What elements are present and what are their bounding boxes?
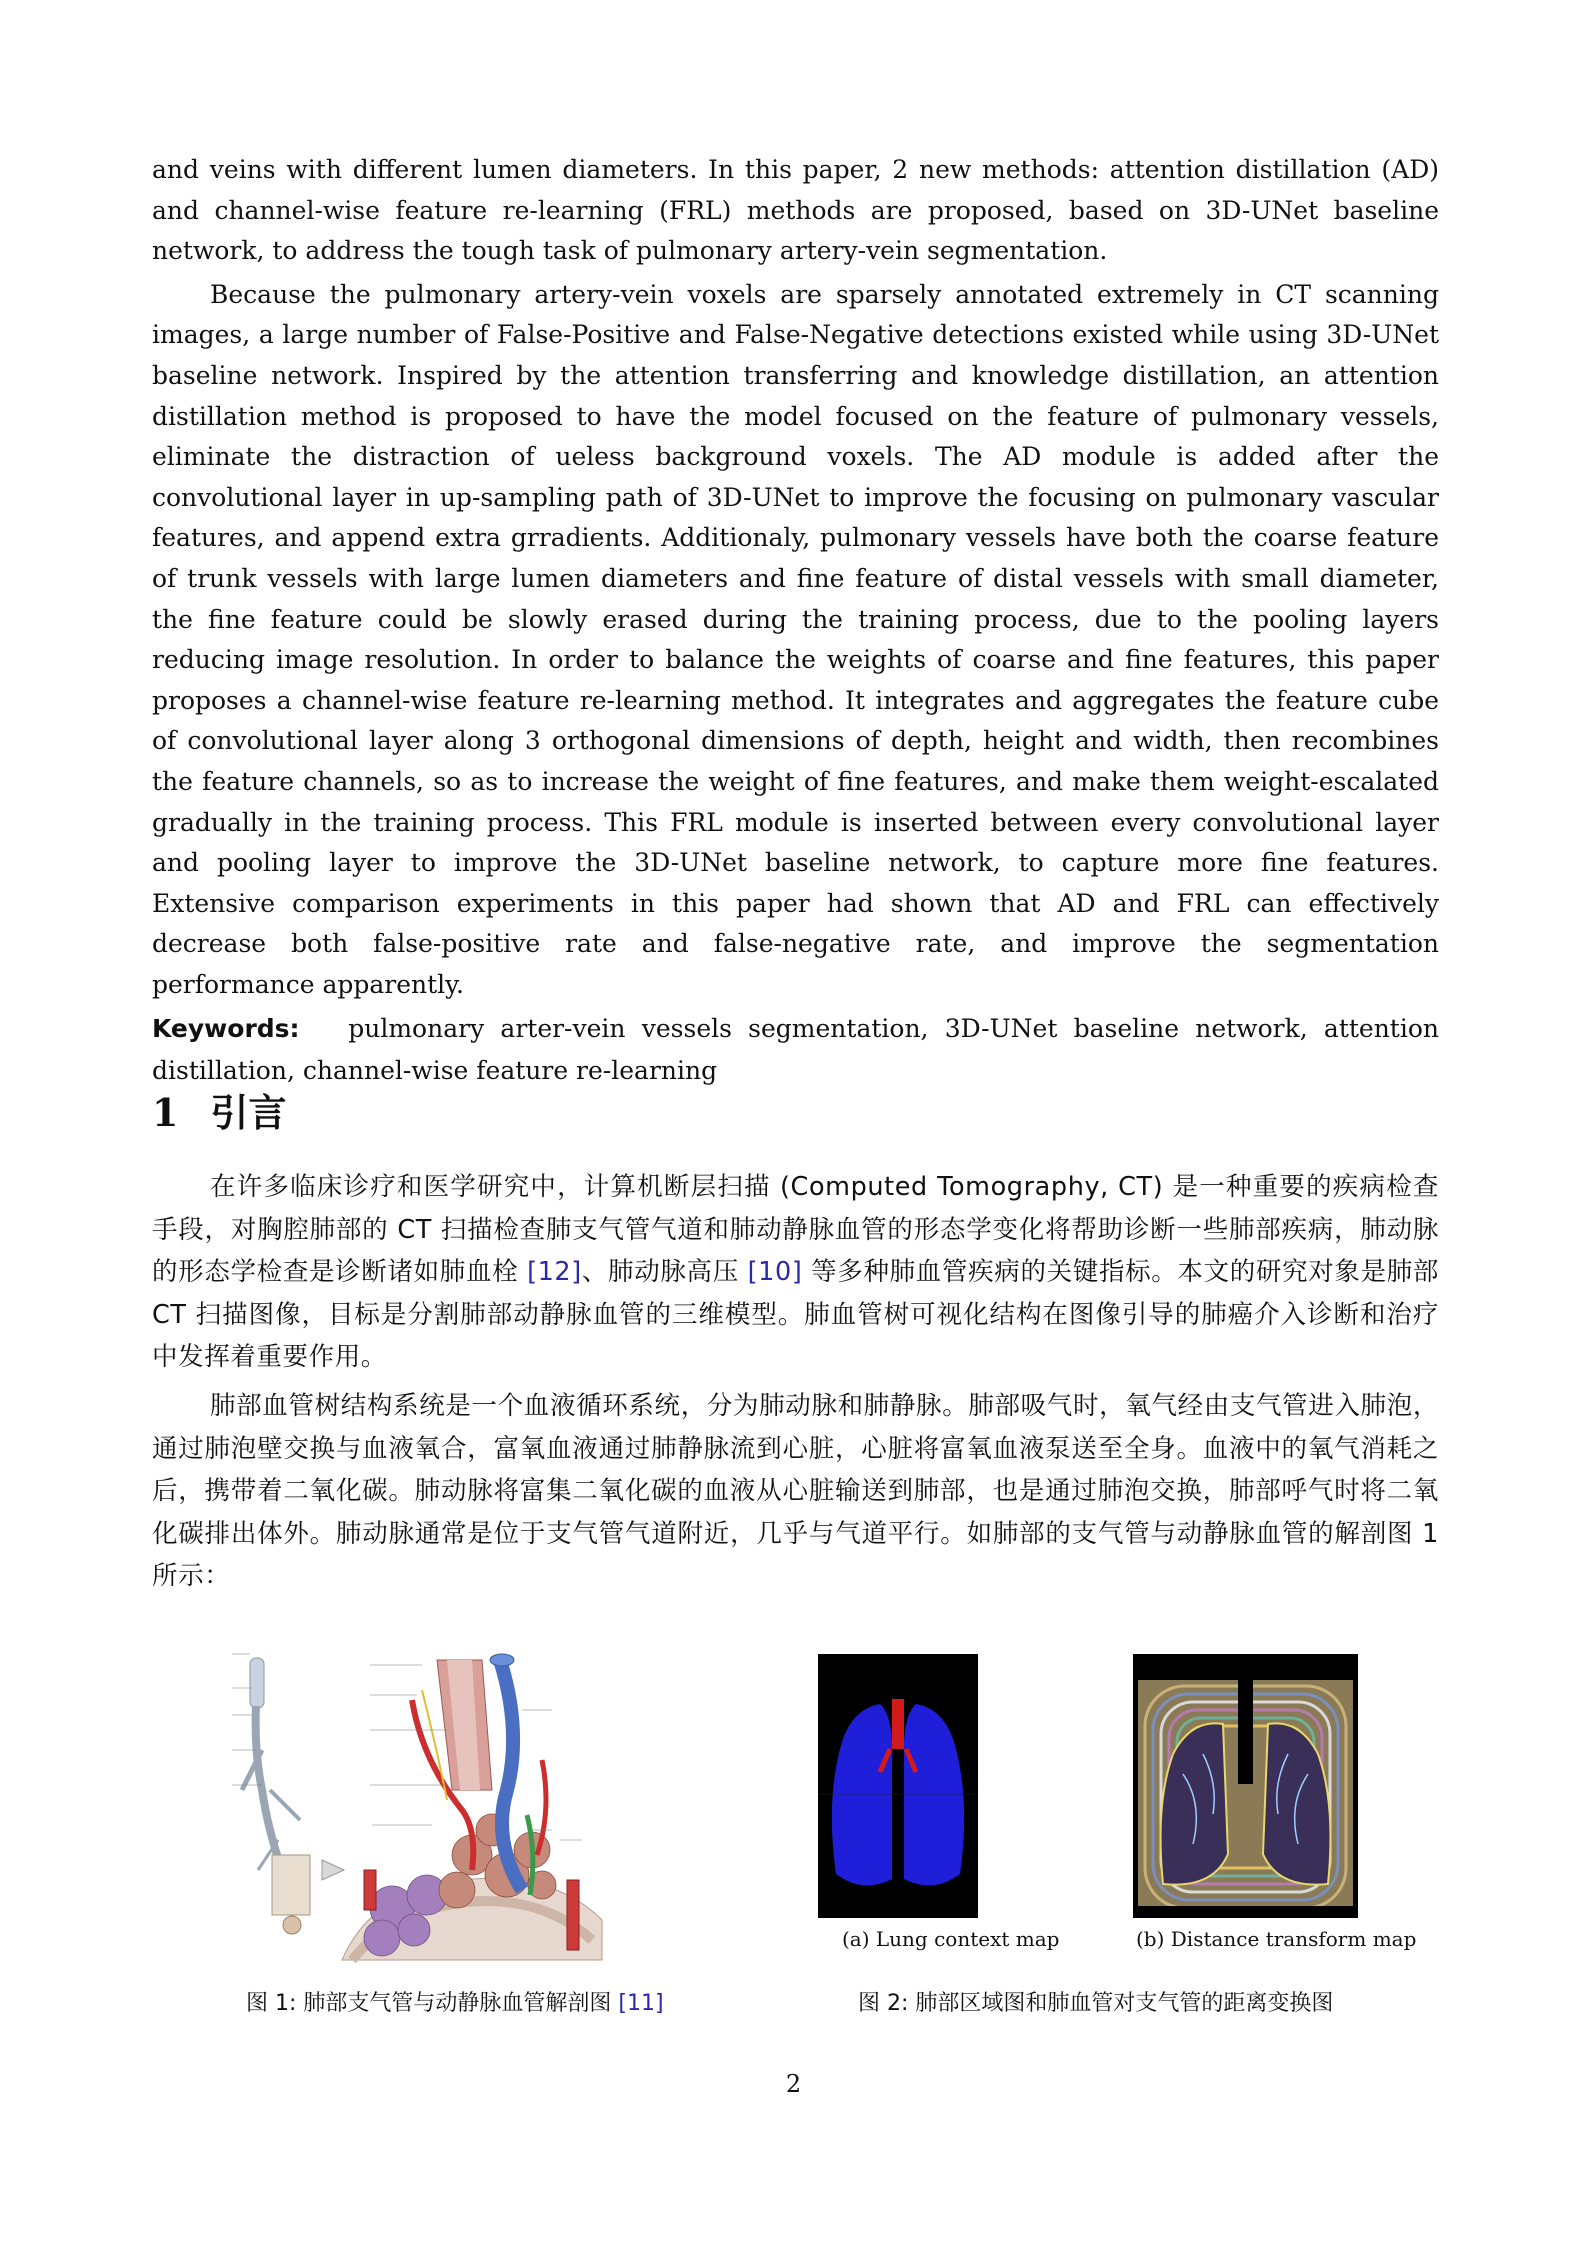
figure-2-caption: 图 2: 肺部区域图和肺血管对支气管的距离变换图	[858, 1991, 1334, 2016]
figure-2a-lung-context-map	[818, 1654, 978, 1918]
section-heading	[152, 1082, 286, 1137]
abstract-paragraph: Because the pulmonary artery-vein voxels are sparsely annotated extremely in CT scanning images, a large number of False-Positive and False-Negative detections existed while using 3D-UNet baseline network. Inspired by the attention transferring and knowledge distillation, an attention distillation method is proposed to have the model focused on the feature of pulmonary vessels, eliminate the distraction of ueless background voxels. The AD module is added after the convolutional layer in up-sampling path of 3D-UNet to improve the focusing on pulmonary vascular features, and append extra grradients. Additionaly, pulmonary vessels have both the coarse feature of trunk vessels with large lumen diameters and fine feature of distal vessels with small diameter, the fine feature could be slowly erased during the training process, due to the pooling layers reducing image resolution. In order to balance the weights of coarse and fine features, this paper proposes a channel-wise feature re-learning method. It integrates and aggregates the feature cube of convolutional layer along 3 orthogonal dimensions of depth, height and width, then recombines the feature channels, so as to increase the weight of fine features, and make them weight-escalated gradually in the training process. This FRL module is inserted between every convolutional layer and pooling layer to improve the 3D-UNet baseline network, to capture more fine features. Extensive comparison experiments in this paper had shown that AD and FRL can effectively decrease both false-positive rate and false-negative rate, and improve the segmentation performance apparently.	[152, 279, 1439, 999]
figure-2b-distance-transform-map	[1133, 1654, 1358, 1918]
citation-link[interactable]: [10]	[747, 1257, 803, 1288]
keywords-label: Keywords:	[152, 1014, 300, 1044]
abstract-body	[152, 150, 1439, 1092]
section-number: 1	[152, 1090, 179, 1135]
citation-link[interactable]: [11]	[618, 1991, 664, 2016]
keywords-line	[152, 1008, 1439, 1092]
citation-link[interactable]: [12]	[527, 1257, 582, 1288]
page-number: 2	[785, 2070, 802, 2098]
figure-2a-subcaption: (a) Lung context map	[842, 1927, 1060, 1951]
figure-1-anatomy-illustration	[222, 1640, 722, 1970]
body-paragraph: 肺部血管树结构系统是一个血液循环系统，分为肺动脉和肺静脉。肺部吸气时，氧气经由支气管进入肺泡，通过肺泡壁交换与血液氧合，富氧血液通过肺静脉流到心脏，心脏将富氧血液泵送至全身。血液中的氧气消耗之后，携带着二氧化碳。肺动脉将富集二氧化碳的血液从心脏输送到肺部，也是通过肺泡交换，肺部呼气时将二氧化碳排出体外。肺动脉通常是位于支气管气道附近，几乎与气道平行。如肺部的支气管与动静脉血管的解剖图 1所示：	[152, 1390, 1439, 1592]
keywords-text: pulmonary arter-vein vessels segmentation, 3D-UNet baseline network, attention distillation, channel-wise feature re-learning	[152, 1014, 1439, 1086]
figure-1-caption: 图 1: 肺部支气管与动静脉血管解剖图 [11]	[246, 1991, 664, 2016]
section-body	[152, 1166, 1439, 1598]
body-paragraph: 在许多临床诊疗和医学研究中，计算机断层扫描 (Computed Tomography, CT) 是一种重要的疾病检查手段，对胸腔肺部的 CT 扫描检查肺支气管气道和肺动静脉血管的形态学变化将帮助诊断一些肺部疾病，肺动脉的形态学检查是诊断诸如肺血栓 [12]、肺动脉高压 [10] 等多种肺血管疾病的关键指标。本文的研究对象是肺部 CT 扫描图像，目标是分割肺部动静脉血管的三维模型。肺血管树可视化结构在图像引导的肺癌介入诊断和治疗中发挥着重要作用。	[152, 1172, 1439, 1373]
section-title: 引言	[210, 1091, 287, 1135]
figure-2b-subcaption: (b) Distance transform map	[1136, 1927, 1417, 1951]
abstract-paragraph: and veins with different lumen diameters. In this paper, 2 new methods: attention distillation (AD) and channel-wise feature re-learning (FRL) methods are proposed, based on 3D-UNet baseline network, to address the tough task of pulmonary artery-vein segmentation.	[152, 155, 1439, 266]
